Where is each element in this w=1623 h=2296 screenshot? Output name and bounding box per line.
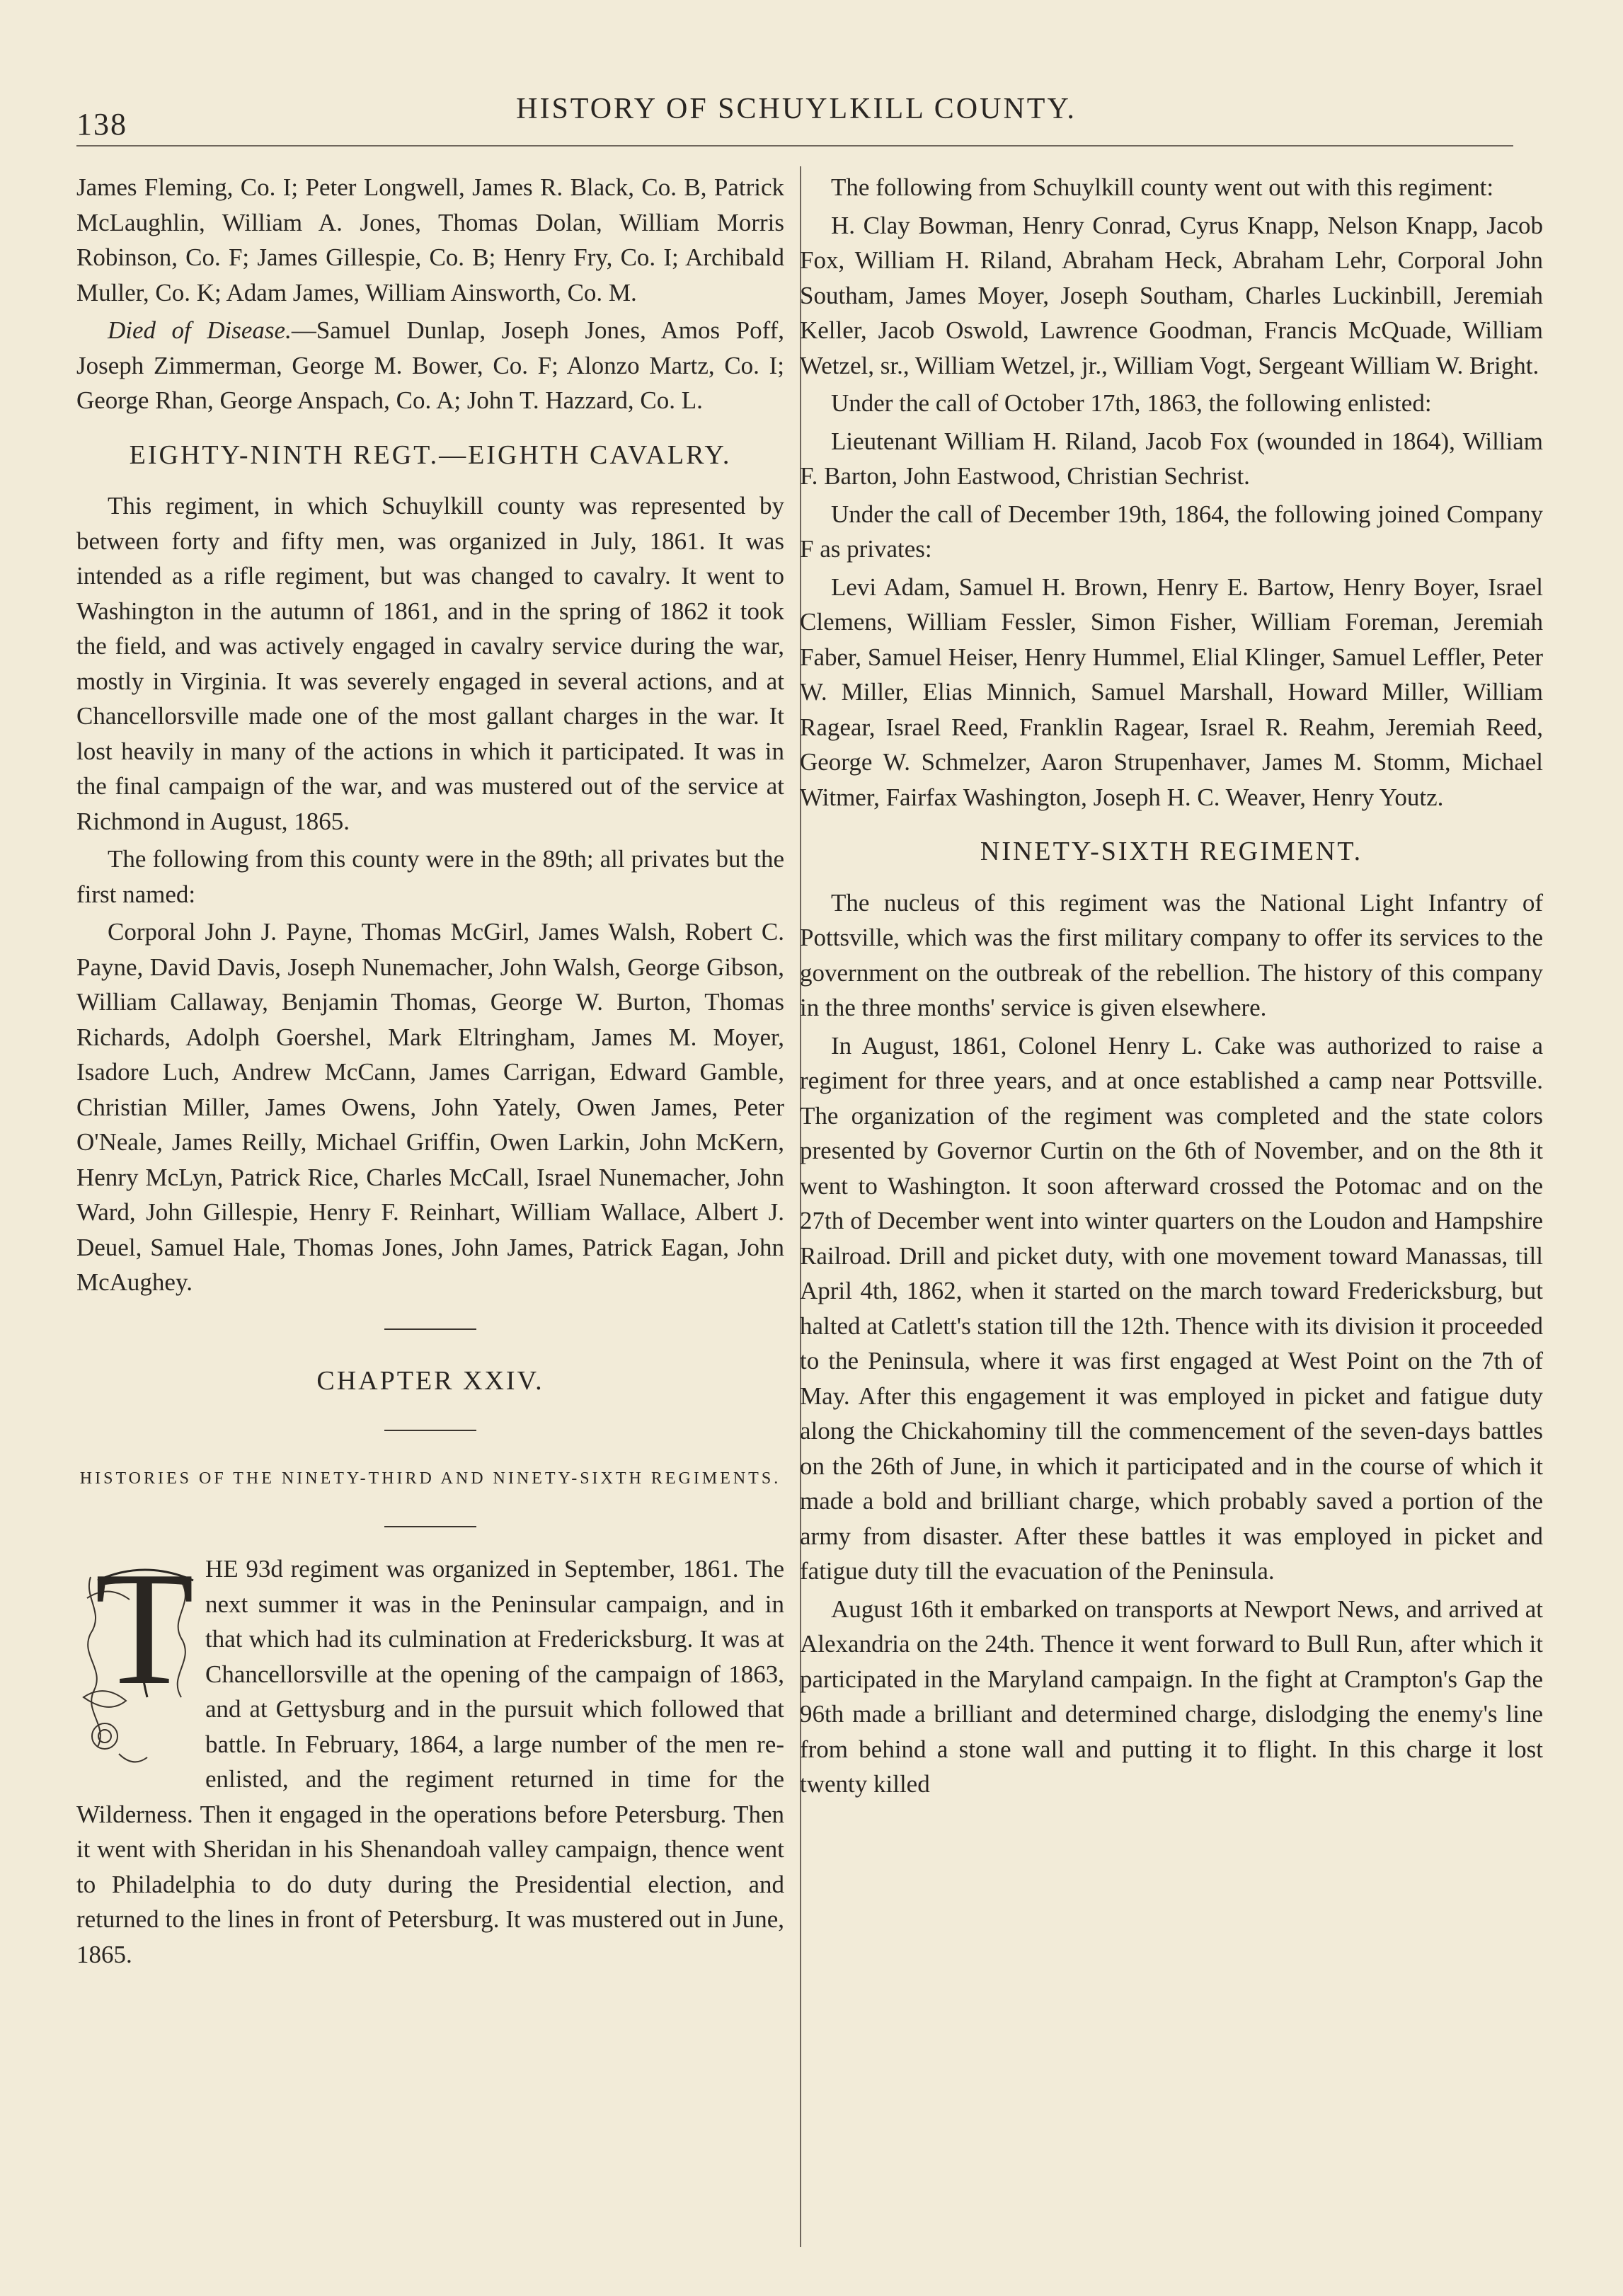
paragraph-93rd: HE 93d regiment was organized in September, 1861. The next summer it was in the Peninsular campaign, and in that which had its culmination at Fredericksburg. It was at Chancellorsville at the opening of the campaign of 1863, and at Gettysburg and in the pursuit which followed that battle. In February, 1864, a large number of the men re-enlisted, and the regiment returned in time for the Wilderness. Then it engaged in the operations before Petersburg. Then it went with Sheridan in his Shenandoah valley campaign, thence went to Philadelphia to do duty during the Presidential election, and returned to the lines in front of Petersburg. It was mustered out in June, 1865. [76, 1555, 784, 1968]
died-of-disease-text: —Samuel Dunlap, Joseph Jones, Amos Poff, Joseph Zimmerman, George M. Bower, Co. F; Alonzo Martz, Co. I; George Rhan, George Anspach, Co. A; John T. Hazzard, Co. L. [76, 316, 784, 414]
chapter-subtitle: HISTORIES OF THE NINETY-THIRD AND NINETY-SIXTH REGIMENTS. [79, 1469, 781, 1488]
paragraph: The nucleus of this regiment was the National Light Infantry of Pottsville, which was the first military company to offer its services to the government on the outbreak of the rebellion. The history of this company in the three months' service is given elsewhere. [800, 888, 1543, 1021]
names-list: Corporal John J. Payne, Thomas McGirl, James Walsh, Robert C. Payne, David Davis, Joseph Nunemacher, John Walsh, George Gibson, William Callaway, Benjamin Thomas, George W. Burton, Thomas Richards, Adolph Goershel, Mark Eltringham, James M. Moyer, Isadore Luch, Andrew McCann, James Carrigan, Edward Gamble, Christian Miller, James Owens, John Yately, Owen James, Peter O'Neale, James Reilly, Michael Griffin, Owen Larkin, John McKern, Henry McLyn, Patrick Rice, Charles McCall, Israel Nunemacher, John Ward, John Gillespie, Henry F. Reinhart, William Wallace, Albert J. Deuel, Samuel Hale, Thomas Jones, John James, Patrick Eagan, John McAughey. [76, 918, 784, 1296]
section-heading-96th: NINETY-SIXTH REGIMENT. [980, 837, 1363, 866]
paragraph: The following from Schuylkill county went out with this regiment: [831, 173, 1494, 201]
chapter-title: CHAPTER XXIV. [316, 1365, 544, 1396]
died-of-disease-paragraph [76, 313, 784, 418]
header-rule [76, 145, 1513, 147]
paragraph: Under the call of October 17th, 1863, the following enlisted: [831, 389, 1432, 417]
chapter-rule-top [384, 1328, 476, 1330]
died-of-disease-label: Died of Disease. [108, 316, 292, 344]
ornamental-initial-t [76, 1556, 198, 1775]
paragraph: August 16th it embarked on transports at Newport News, and arrived at Alexandria on the 24th. Thence it went forward to Bull Run, after which it participated in the Maryland campaign. In the fight at Crampton's Gap the 96th made a brilliant and determined charge, dislodging the enemy's line from behind a stone wall and putting it to flight. In this charge it lost twenty killed [800, 1595, 1543, 1798]
paragraph: The following from this county were in the 89th; all privates but the first named: [76, 845, 784, 908]
paragraph: James Fleming, Co. I; Peter Longwell, James R. Black, Co. B, Patrick McLaughlin, William A. Jones, Thomas Dolan, William Morris Robinson, Co. F; James Gillespie, Co. B; Henry Fry, Co. I; Archibald Muller, Co. K; Adam James, William Ainsworth, Co. M. [76, 173, 784, 306]
names-list: Levi Adam, Samuel H. Brown, Henry E. Bartow, Henry Boyer, Israel Clemens, William Fessler, Simon Fisher, William Foreman, Jeremiah Faber, Samuel Heiser, Henry Hummel, Elial Klinger, Samuel Leffler, Peter W. Miller, Elias Minnich, Samuel Marshall, Howard Miller, William Ragear, Israel Reed, Franklin Ragear, Israel R. Reahm, Jeremiah Reed, George W. Schmelzer, Aaron Strupenhaver, James M. Stomm, Michael Witmer, Fairfax Washington, Joseph H. C. Weaver, Henry Youtz. [800, 573, 1543, 811]
right-column [800, 170, 1543, 1805]
paragraph: This regiment, in which Schuylkill county was represented by between forty and fifty men, was organized in July, 1861. It was intended as a rifle regiment, but was changed to cavalry. It went to Washington in the autumn of 1861, and in the spring of 1862 it took the field, and was actively engaged in cavalry service during the war, mostly in Virginia. It was severely engaged in several actions, and at Chancellorsville made one of the most gallant charges in the war. It lost heavily in many of the actions in which it participated. It was in the final campaign of the war, and was mustered out of the service at Richmond in August, 1865. [76, 492, 784, 835]
paragraph: Under the call of December 19th, 1864, the following joined Company F as privates: [800, 500, 1543, 563]
page-number: 138 [76, 107, 127, 142]
running-title: HISTORY OF SCHUYLKILL COUNTY. [516, 93, 1077, 125]
paragraph: In August, 1861, Colonel Henry L. Cake was authorized to raise a regiment for three years, and at once established a camp near Pottsville. The organization of the regiment was completed and the state colors presented by Governor Curtin on the 6th of November, and on the 8th it went to Washington. It soon afterward crossed the Potomac and on the 27th of December went into winter quarters on the Loudon and Hampshire Railroad. Drill and picket duty, with one movement toward Manassas, till April 4th, 1862, when it started on the march toward Fredericksburg, but halted at Catlett's station till the 12th. Thence with its division it proceeded to the Peninsula, where it was first engaged at West Point on the 7th of May. After this engagement it was employed in picket and fatigue duty along the Chickahominy till the commencement of the seven-days battles on the 26th of June, in which it participated and in the course of which it made a bold and brilliant charge, which probably saved a portion of the army from disaster. After these battles it was employed in picket and fatigue duty till the evacuation of the Peninsula. [800, 1031, 1543, 1585]
names-list: H. Clay Bowman, Henry Conrad, Cyrus Knapp, Nelson Knapp, Jacob Fox, William H. Riland, Abraham Heck, Abraham Lehr, Corporal John Southam, James Moyer, Joseph Southam, Charles Luckinbill, Jeremiah Keller, Jacob Oswold, Lawrence Goodman, Francis McQuade, William Wetzel, sr., William Wetzel, jr., William Vogt, Sergeant William W. Bright. [800, 211, 1543, 379]
dropcap-letter: T [94, 1556, 195, 1718]
left-column [76, 170, 784, 1975]
chapter-opening [76, 1551, 784, 1972]
section-heading-89th: EIGHTY-NINTH REGT.—EIGHTH CAVALRY. [129, 440, 732, 470]
names-list: Lieutenant William H. Riland, Jacob Fox (wounded in 1864), William F. Barton, John Eastwood, Christian Sechrist. [800, 427, 1543, 490]
chapter-rule-mid [384, 1430, 476, 1431]
